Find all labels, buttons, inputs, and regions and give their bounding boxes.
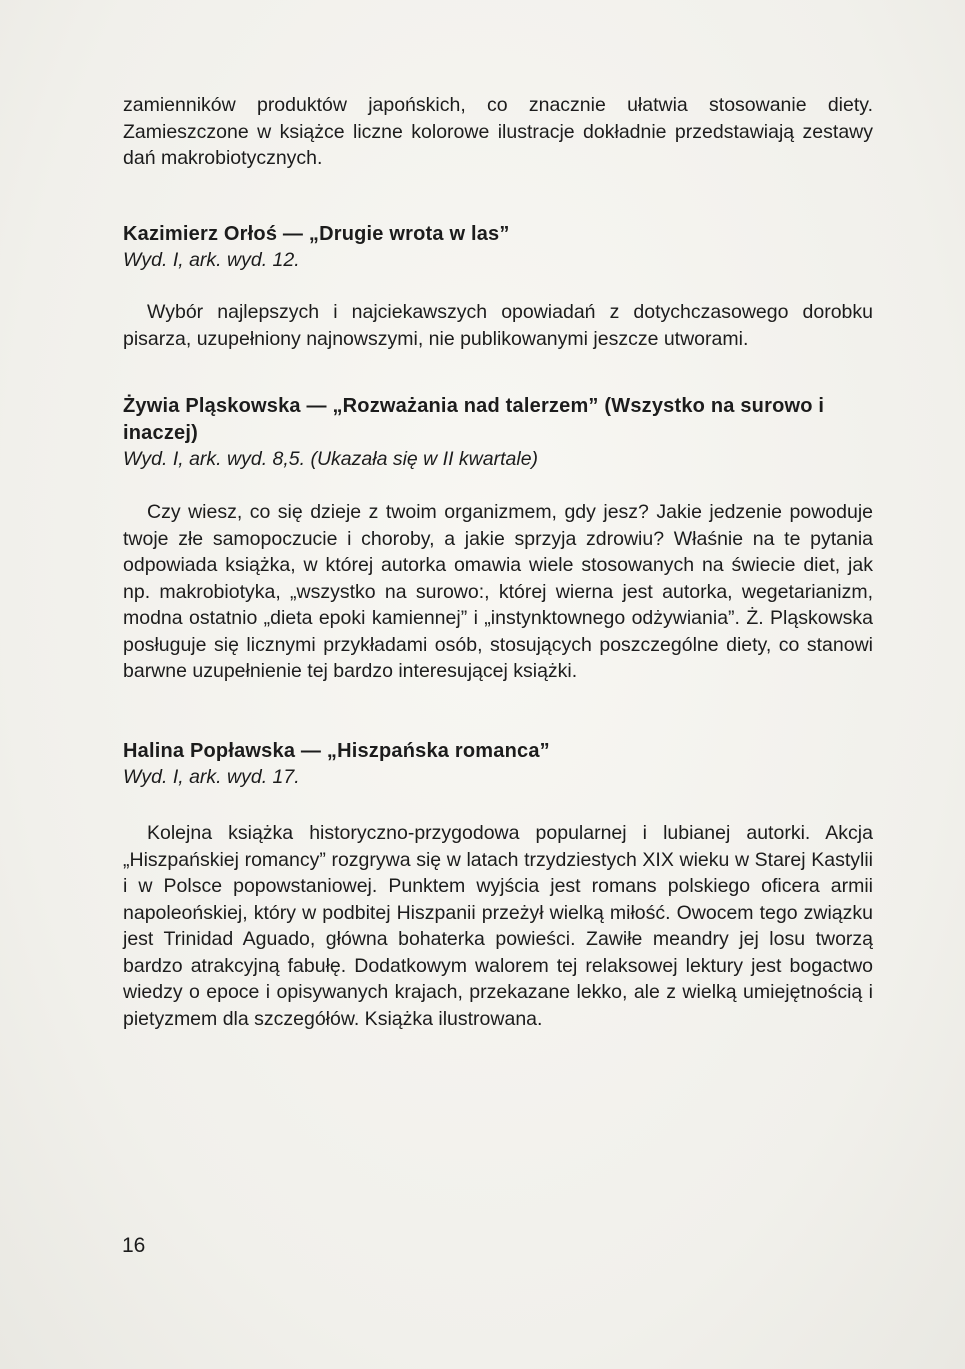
book-entry-plaskowska	[123, 393, 873, 685]
entry-meta: Wyd. I, ark. wyd. 12.	[123, 249, 300, 271]
entry-title: Kazimierz Orłoś — „Drugie wrota w las”	[123, 222, 510, 245]
book-entry-poplawska	[123, 738, 873, 1033]
page-content	[123, 92, 873, 1032]
entry-meta: Wyd. I, ark. wyd. 17.	[123, 766, 300, 788]
page-number: 16	[122, 1234, 146, 1257]
entry-meta: Wyd. I, ark. wyd. 8,5. (Ukazała się w II kwartale)	[123, 448, 539, 470]
entry-description: Kolejna książka historyczno-przygodowa popularnej i lubianej autorki. Akcja „Hiszpańskiej romancy” rozgrywa się w latach trzydziestych XIX wieku w Starej Kastylii i w Polsce popowstaniowej. Punktem wyjścia jest romans polskiego oficera armii napoleońskiej, który w podbitej Hiszpanii przeżył wielką miłość. Owocem tego związku jest Trinidad Aguado, główna bohaterka powieści. Zawiłe meandry jej losu tworzą bardzo atrakcyjną fabułę. Dodatkowym walorem tej relaksowej lektury jest bogactwo wiedzy o epoce i opisywanych krajach, przekazane lekko, ale z wielką umiejętnością i pietyzmem dla szczegółów. Książka ilustrowana.	[123, 822, 873, 1030]
book-entry-orlos	[123, 221, 873, 353]
intro-paragraph: zamienników produktów japońskich, co znacznie ułatwia stosowanie diety. Zamieszczone w książce liczne kolorowe ilustracje dokładnie przedstawiają zestawy dań makrobiotycznych.	[123, 94, 873, 169]
entry-title: Halina Popławska — „Hiszpańska romanca”	[123, 739, 550, 762]
entry-description: Czy wiesz, co się dzieje z twoim organizmem, gdy jesz? Jakie jedzenie powoduje twoje złe samopoczucie i choroby, a jakie sprzyja zdrowiu? Właśnie na te pytania odpowiada książka, w której autorka omawia wiele stosowanych na świecie diet, jak np. makrobiotyka, „wszystko na surowo:, której wierna jest autorka, wegetarianizm, modna ostatnio „dieta epoki kamiennej” i „instynktownego odżywiania”. Ż. Pląskowska posługuje się licznymi przykładami osób, stosujących poszczególne diety, co stanowi barwne uzupełnienie tej bardzo interesującej książki.	[123, 501, 873, 682]
entry-description: Wybór najlepszych i najciekawszych opowiadań z dotychczasowego dorobku pisarza, uzupełniony najnowszymi, nie publikowanymi jeszcze utworami.	[123, 301, 873, 350]
entry-title: Żywia Pląskowska — „Rozważania nad talerzem” (Wszystko na surowo i inaczej)	[123, 395, 825, 444]
